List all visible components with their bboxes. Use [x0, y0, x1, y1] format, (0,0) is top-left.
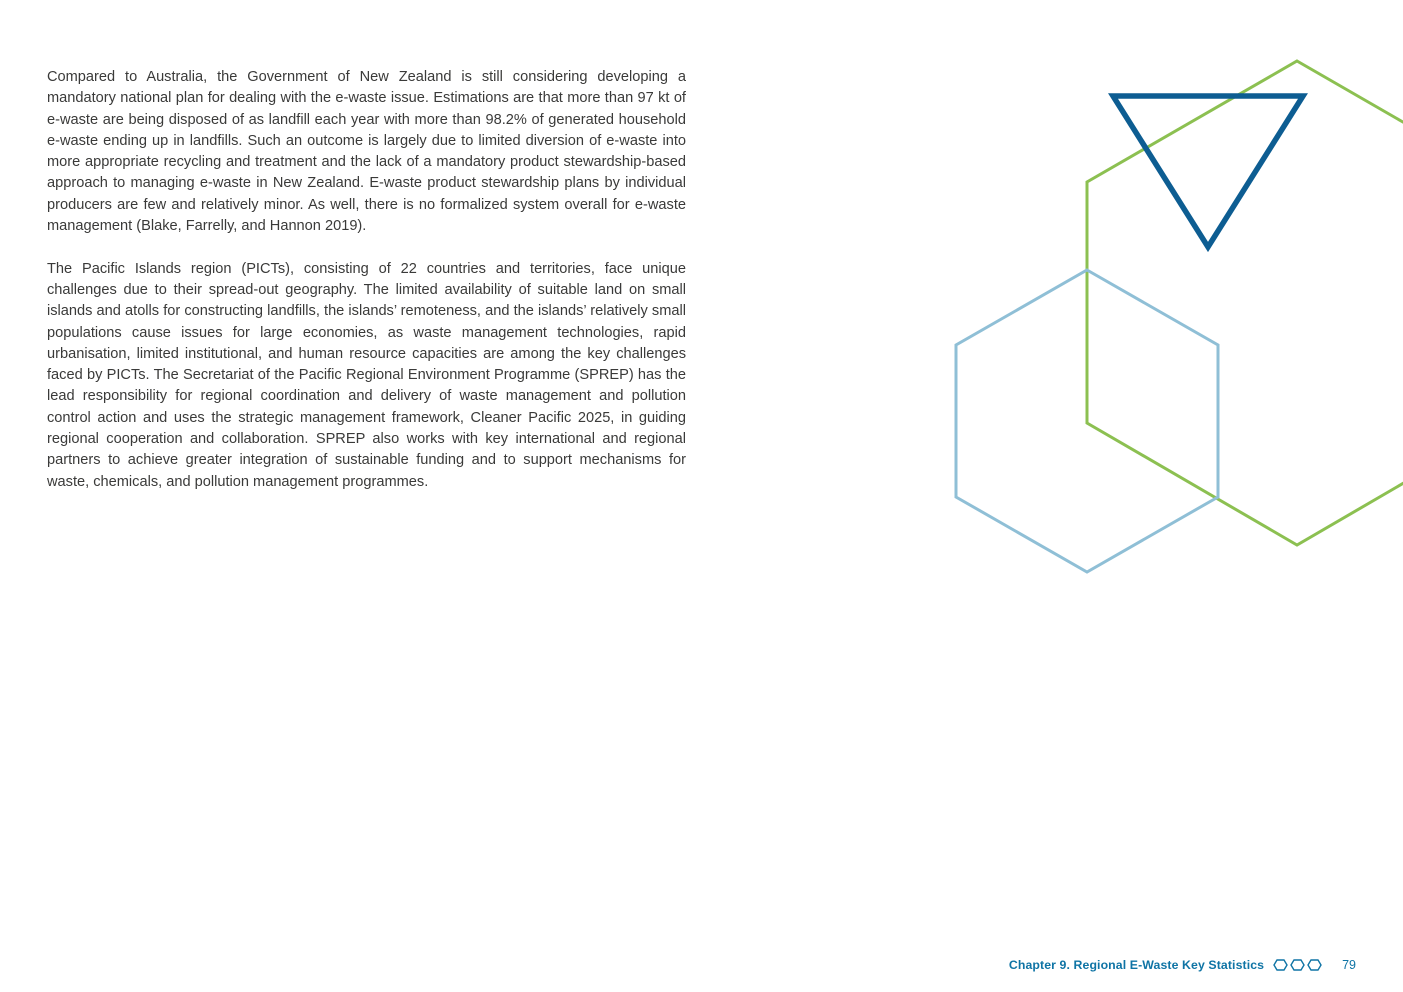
- hexagon-icon: [1290, 959, 1305, 971]
- light-blue-hexagon-icon: [956, 270, 1218, 572]
- dark-blue-triangle-icon: [1113, 96, 1303, 247]
- paragraph-nz-ewaste: Compared to Australia, the Government of New Zealand is still considering developing a mandatory national plan for dealing with the e-waste issue. Estimations are that more than 97 kt of e-waste are being disposed of as landfill each year with more than 98.2% of generated household e-waste ending up in landfills. Such an outcome is largely due to limited diversion of e-waste into more appropriate recycling and treatment and the lack of a mandatory product stewardship-based approach to managing e-waste in New Zealand. E-waste product stewardship plans by individual producers are few and relatively minor. As well, there is no formalized system overall for e-waste management (Blake, Farrelly, and Hannon 2019).: [47, 69, 686, 235]
- chapter-label: Chapter 9. Regional E-Waste Key Statistics: [1008, 958, 1265, 972]
- body-text-column: [47, 67, 686, 514]
- footer-hexagon-icons: [1273, 959, 1322, 971]
- green-hexagon-icon: [1087, 61, 1403, 545]
- paragraph-pacific-islands: The Pacific Islands region (PICTs), consisting of 22 countries and territories, face unique challenges due to their spread-out geography. The limited availability of suitable land on small islands and atolls for constructing landfills, the islands’ remoteness, and the islands’ relatively small populations cause issues for large economies, as waste management technologies, rapid urbanisation, limited institutional, and human resource capacities are among the key challenges faced by PICTs. The Secretariat of the Pacific Regional Environment Programme (SPREP) has the lead responsibility for regional coordination and delivery of waste management and pollution control action and uses the strategic management framework, Cleaner Pacific 2025, in guiding regional cooperation and collaboration. SPREP also works with key international and regional partners to achieve greater integration of sustainable funding and to support mechanisms for waste, chemicals, and pollution management programmes.: [47, 260, 686, 490]
- page-number: 79: [1342, 958, 1356, 972]
- hexagon-icon: [1273, 959, 1288, 971]
- page-footer: [1009, 958, 1356, 972]
- hexagon-icon: [1307, 959, 1322, 971]
